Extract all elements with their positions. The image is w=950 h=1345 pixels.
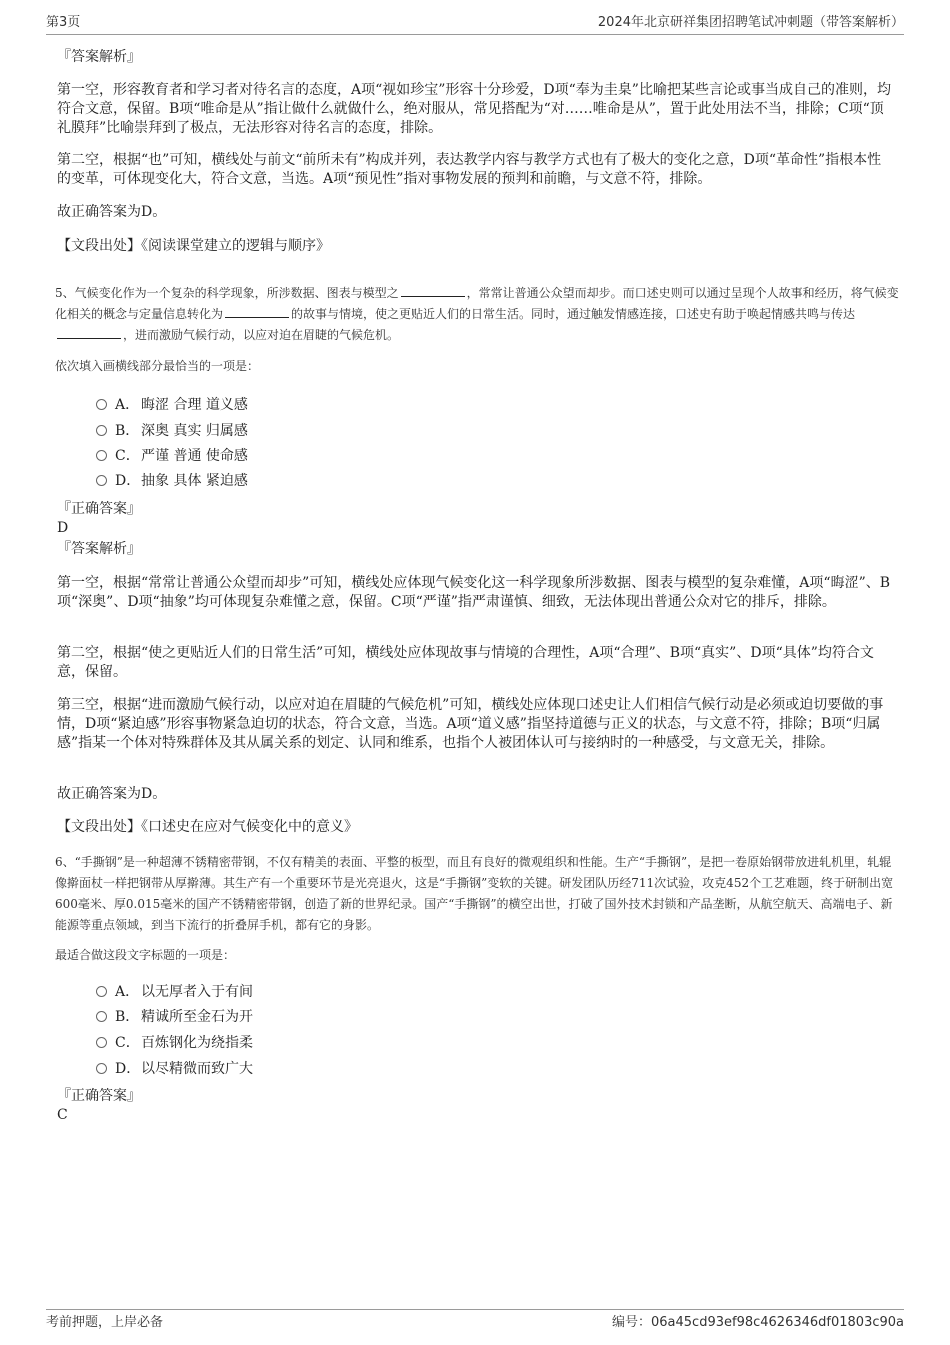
page-header — [46, 14, 904, 35]
q5-analysis-p1: 第一空，根据“常常让普通公众望而却步”可知，横线处应体现气候变化这一科学现象所涉数据、图表与模型的复杂难懂，A项“晦涩”、B项“深奥”、D项“抽象”均可体现复杂难懂之意，保留。C项“严谨”指严肃谨慎、细致，无法体现出普通公众对它的排斥，排除。 — [57, 575, 891, 610]
radio-icon[interactable] — [96, 1037, 107, 1048]
radio-icon[interactable] — [96, 425, 107, 436]
q6-option-d[interactable]: D．以尽精微而致广大 — [96, 1060, 253, 1078]
q5-option-a[interactable]: A． 晦涩 合理 道义感 — [96, 396, 248, 414]
q6-answer: C — [57, 1107, 68, 1123]
q5-option-b[interactable]: B． 深奥 真实 归属感 — [96, 422, 248, 440]
q4-source: 【文段出处】《阅读课堂建立的逻辑与顺序》 — [57, 238, 330, 254]
q5-prompt: 依次填入画横线部分最恰当的一项是： — [55, 359, 260, 373]
radio-icon[interactable] — [96, 986, 107, 997]
blank-1 — [401, 284, 465, 297]
q4-analysis-p1: 第一空，形容教育者和学习者对待名言的态度，A项“视如珍宝”形容十分珍爱，D项“奉为圭臬”比喻把某些言论或事当成自己的准则，均符合文意，保留。B项“唯命是从”指让做什么就做什么，绝对服从，常见搭配为“对……唯命是从”，置于此处用法不当，排除；C项“顶礼膜拜”比喻崇拜到了极点，无法形容对待名言的态度，排除。 — [57, 82, 891, 136]
blank-2 — [225, 305, 289, 318]
q6-option-b[interactable]: B． 精诚所至金石为开 — [96, 1008, 253, 1026]
q5-conclusion: 故正确答案为D。 — [57, 786, 167, 802]
q5-source: 【文段出处】《口述史在应对气候变化中的意义》 — [57, 819, 358, 835]
q5-option-c[interactable]: C．严谨 普通 使命感 — [96, 447, 248, 465]
q5-option-d[interactable]: D．抽象 具体 紧迫感 — [96, 472, 248, 490]
q4-analysis-p2: 第二空，根据“也”可知，横线处与前文“前所未有”构成并列，表达教学内容与教学方式也有了极大的变化之意，D项“革命性”指根本性的变革，可体现变化大，符合文意，当选。A项“预见性”指对事物发展的预判和前瞻，与文意不符，排除。 — [57, 152, 882, 187]
document-title: 2024年北京研祥集团招聘笔试冲刺题（带答案解析） — [597, 15, 904, 30]
page-number: 第3页 — [46, 15, 81, 30]
q5-answer: D — [57, 520, 69, 536]
footer-slogan: 考前押题，上岸必备 — [46, 1315, 164, 1330]
radio-icon[interactable] — [96, 450, 107, 461]
document-id: 编号：06a45cd93ef98c4626346df01803c90a — [612, 1315, 904, 1330]
q5-analysis-p3: 第三空，根据“进而激励气候行动，以应对迫在眉睫的气候危机”可知，横线处应体现口述史让人们相信气候行动是必须或迫切要做的事情，D项“紧迫感”形容事物紧急迫切的状态，符合文意，当选。A项“道义感”指坚持道德与正义的状态，与文意不符，排除；B项“归属感”指某一个体对特殊群体及其从属关系的划定、认同和维系，也指个人被团体认可与接纳时的一种感受，与文意无关，排除。 — [57, 697, 884, 751]
q6-option-c[interactable]: C．百炼钢化为绕指柔 — [96, 1034, 253, 1052]
q6-answer-label: 『正确答案』 — [57, 1088, 141, 1104]
q5-analysis-p2: 第二空，根据“使之更贴近人们的日常生活”可知，横线处应体现故事与情境的合理性，A项“合理”、B项“真实”、D项“具体”均符合文意，保留。 — [57, 645, 874, 680]
q6-prompt: 最适合做这段文字标题的一项是： — [55, 948, 236, 962]
radio-icon[interactable] — [96, 475, 107, 486]
radio-icon[interactable] — [96, 1011, 107, 1022]
q6-stem: 6、“手撕钢”是一种超薄不锈精密带钢，不仅有精美的表面、平整的板型，而且有良好的微观组织和性能。生产“手撕钢”，是把一卷原始钢带放进轧机里，轧辊像擀面杖一样把钢带从厚擀薄。其生产有一个重要环节是光亮退火，这是“手撕钢”变软的关键。研发团队历经711次试验，攻克452个工艺难题，终于研制出宽600毫米、厚0.015毫米的国产不锈精密带钢，创造了新的世界纪录。国产“手撕钢”的横空出世，打破了国外技术封锁和产品垄断，从航空航天、高端电子、新能源等重点领域，到当下流行的折叠屏手机，都有它的身影。 — [55, 855, 894, 932]
radio-icon[interactable] — [96, 399, 107, 410]
q6-option-a[interactable]: A． 以无厚者入于有间 — [96, 983, 253, 1001]
q5-answer-label: 『正确答案』 — [57, 501, 141, 517]
q5-stem: 5、气候变化作为一个复杂的科学现象，所涉数据、图表与模型之 ，常常让普通公众望而却步。而口述史则可以通过呈现个人故事和经历，将气候变化相关的概念与定量信息转化为 的故事与情境，使之更贴近人们的日常生活。同时，通过触发情感连接，口述史有助于唤起情感共鸣与传达，进而激励气候行动，以应对迫在眉睫的气候危机。 — [55, 286, 899, 342]
q5-analysis-label: 『答案解析』 — [57, 541, 141, 557]
radio-icon[interactable] — [96, 1063, 107, 1074]
q4-conclusion: 故正确答案为D。 — [57, 204, 167, 220]
q4-analysis-label: 『答案解析』 — [57, 49, 141, 65]
blank-3 — [57, 326, 121, 339]
page-footer — [46, 1309, 904, 1334]
